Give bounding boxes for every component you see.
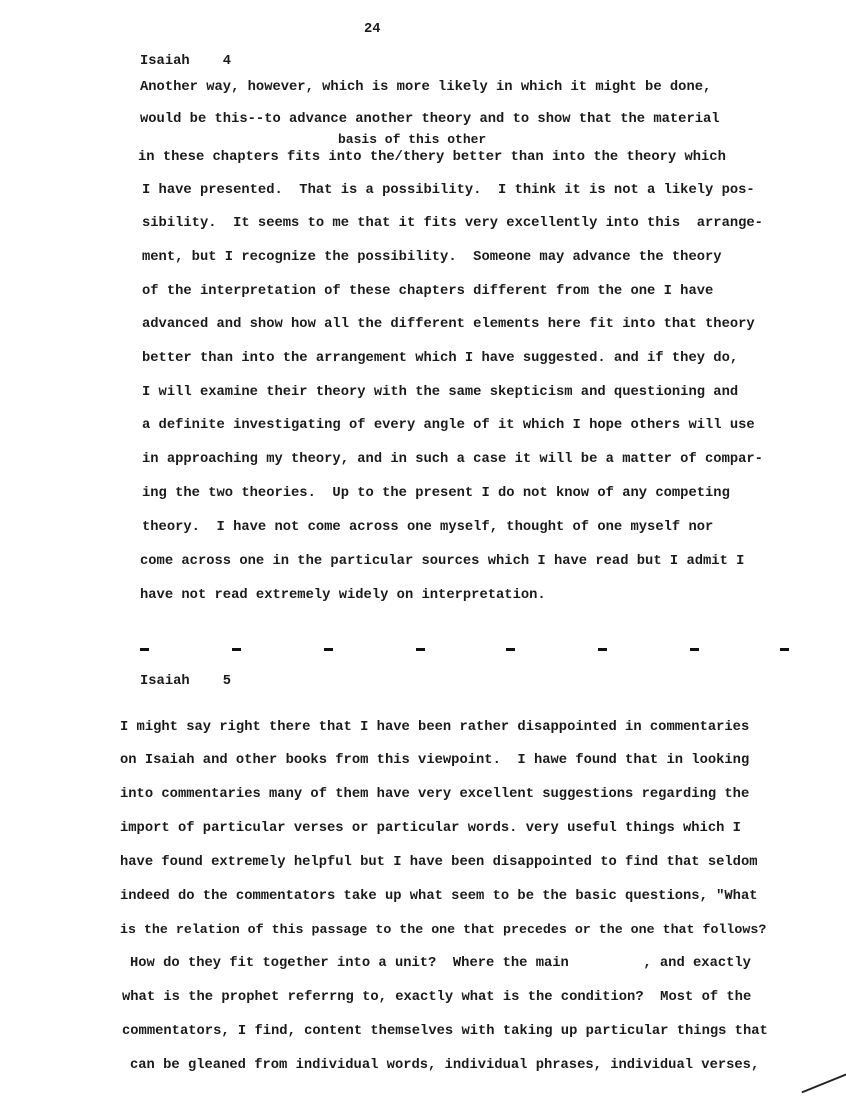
divider-dash (140, 648, 149, 651)
text-line: what is the prophet referrng to, exactly what is the condition? Most of the (122, 990, 752, 1005)
section-heading-isaiah-4: Isaiah 4 (140, 54, 232, 69)
text-line: commentators, I find, content themselves with taking up particular things that (122, 1024, 768, 1039)
divider-dash (780, 648, 789, 651)
pen-mark (801, 1073, 846, 1094)
text-line: into commentaries many of them have very excellent suggestions regarding the (120, 787, 750, 802)
text-line: have found extremely helpful but I have been disappointed to find that seldom (120, 855, 758, 870)
text-line: in approaching my theory, and in such a case it will be a matter of compar- (142, 452, 763, 467)
text-line: come across one in the particular sources which I have read but I admit I (140, 554, 745, 569)
text-line: in these chapters fits into the/thery better than into the theory which (138, 150, 726, 165)
text-line: on Isaiah and other books from this viewpoint. I hawe found that in looking (120, 753, 750, 768)
text-line: of the interpretation of these chapters different from the one I have (142, 284, 714, 299)
text-line: I might say right there that I have been rather disappointed in commentaries (120, 720, 750, 735)
divider-dash (416, 648, 425, 651)
text-line: advanced and show how all the different elements here fit into that theory (142, 317, 755, 332)
divider-dash (690, 648, 699, 651)
text-line: sibility. It seems to me that it fits very excellently into this arrange- (142, 216, 763, 231)
text-line: indeed do the commentators take up what seem to be the basic questions, "What (120, 889, 758, 904)
interlinear-insertion: basis of this other (338, 132, 487, 147)
text-line: a definite investigating of every angle of it which I hope others will use (142, 418, 755, 433)
text-line: Another way, however, which is more likely in which it might be done, (140, 80, 712, 95)
divider-dash (506, 648, 515, 651)
text-line: import of particular verses or particular words. very useful things which I (120, 821, 741, 836)
text-line: is the relation of this passage to the one that precedes or the one that follows? (120, 922, 767, 937)
text-line: ment, but I recognize the possibility. Someone may advance the theory (142, 250, 722, 265)
text-line: I have presented. That is a possibility. I think it is not a likely pos- (142, 183, 755, 198)
text-line: can be gleaned from individual words, individual phrases, individual verses, (130, 1058, 760, 1073)
text-line: better than into the arrangement which I have suggested. and if they do, (142, 351, 739, 366)
text-line: have not read extremely widely on interpretation. (140, 588, 546, 603)
divider-dash (232, 648, 241, 651)
text-line: would be this--to advance another theory and to show that the material (140, 112, 720, 127)
section-heading-isaiah-5: Isaiah 5 (140, 674, 232, 689)
text-line: ing the two theories. Up to the present I do not know of any competing (142, 486, 730, 501)
page-number: 24 (364, 22, 381, 37)
divider-dash (598, 648, 607, 651)
divider-dash (324, 648, 333, 651)
text-line: I will examine their theory with the same skepticism and questioning and (142, 385, 739, 400)
text-line: How do they fit together into a unit? Where the main , and exactly (130, 956, 751, 971)
text-line: theory. I have not come across one myself, thought of one myself nor (142, 520, 714, 535)
